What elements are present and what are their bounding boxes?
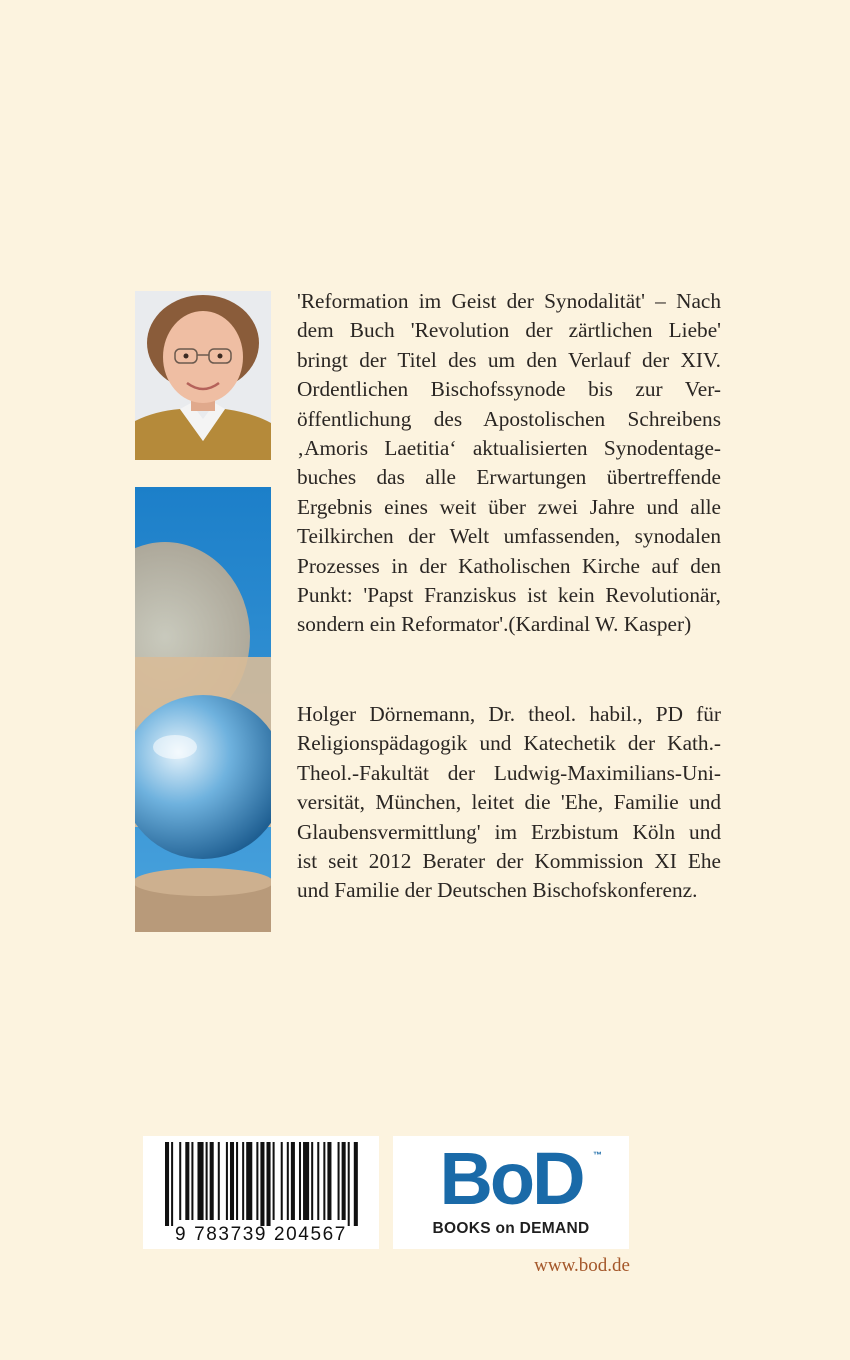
- blurb-line: buches das alle Erwartungen übertreffende: [297, 465, 721, 490]
- bio-line: ist seit 2012 Berater der Kommission XI Ehe: [297, 849, 721, 874]
- isbn-barcode: [143, 1136, 379, 1249]
- book-blurb: [297, 287, 721, 640]
- barcode-bar: [348, 1142, 350, 1226]
- barcode-bar: [206, 1142, 208, 1220]
- barcode-bar: [317, 1142, 319, 1220]
- barcode-bar: [291, 1142, 295, 1220]
- barcode-bar: [246, 1142, 252, 1220]
- barcode-bar: [226, 1142, 228, 1220]
- barcode-bar: [260, 1142, 264, 1226]
- bod-tagline: BOOKS on DEMAND: [432, 1220, 590, 1237]
- bod-logo-text: BoD: [439, 1137, 583, 1220]
- barcode-bar: [256, 1142, 258, 1220]
- barcode-bar: [311, 1142, 313, 1220]
- barcode-bar: [303, 1142, 309, 1220]
- barcode-bar: [338, 1142, 340, 1220]
- blurb-line: Ergebnis eines weit über zwei Jahre und alle: [297, 494, 721, 519]
- blurb-line: bringt der Titel des um den Verlauf der XIV.: [297, 347, 721, 372]
- blurb-line: Prozesses in der Katholischen Kirche auf den: [297, 553, 721, 578]
- barcode-bar: [218, 1142, 220, 1220]
- barcode-bar: [267, 1142, 271, 1226]
- author-bio: [297, 700, 721, 906]
- barcode-bar: [273, 1142, 275, 1220]
- bio-line: Religionspädagogik und Katechetik der Kath.-: [297, 731, 721, 756]
- bio-line: Glaubensvermittlung' im Erzbistum Köln und: [297, 819, 721, 844]
- bio-line: Holger Dörnemann, Dr. theol. habil., PD für: [297, 702, 721, 726]
- barcode-bar: [210, 1142, 214, 1220]
- barcode-bar: [179, 1142, 181, 1220]
- blurb-line: dem Buch 'Revolution der zärtlichen Liebe': [297, 318, 721, 343]
- publisher-logo: [393, 1136, 629, 1249]
- dome-photo-image: [135, 487, 271, 932]
- barcode-digits: 9 783739 204567: [175, 1224, 347, 1245]
- barcode-bar: [171, 1142, 173, 1226]
- barcode-bar: [299, 1142, 301, 1220]
- barcode-bar: [185, 1142, 189, 1220]
- barcode-bar: [354, 1142, 358, 1226]
- blurb-line: Punkt: 'Papst Franziskus ist kein Revolutionär,: [297, 583, 721, 608]
- portrait-image: [135, 291, 271, 460]
- bio-line: und Familie der Deutschen Bischofskonferenz.: [297, 878, 698, 903]
- trademark-mark: ™: [593, 1150, 602, 1160]
- publisher-url[interactable]: www.bod.de: [534, 1255, 630, 1276]
- blurb-line: ‚Amoris Laetitia‘ aktualisierten Synodentage-: [297, 436, 721, 461]
- barcode-bar: [197, 1142, 203, 1220]
- barcode-bar: [165, 1142, 169, 1226]
- barcode-bar: [191, 1142, 193, 1220]
- barcode-bar: [342, 1142, 346, 1220]
- barcode-bar: [323, 1142, 325, 1220]
- barcode-bar: [242, 1142, 244, 1220]
- bio-line: versität, München, leitet die 'Ehe, Familie und: [297, 790, 721, 815]
- blurb-line: Ordentlichen Bischofssynode bis zur Ver-: [297, 377, 721, 402]
- blurb-line: Teilkirchen der Welt umfassenden, synodalen: [297, 524, 721, 549]
- barcode-bar: [327, 1142, 331, 1220]
- dome-crystal-ball-photo: [135, 487, 271, 932]
- author-portrait: [135, 291, 271, 460]
- blurb-line: öffentlichung des Apostolischen Schreibens: [297, 406, 721, 431]
- blurb-line: 'Reformation im Geist der Synodalität' – Nach: [297, 289, 721, 313]
- blurb-line: sondern ein Reformator'.(Kardinal W. Kasper): [297, 612, 692, 637]
- barcode-bar: [236, 1142, 238, 1220]
- barcode-bar: [230, 1142, 234, 1220]
- barcode-bar: [287, 1142, 289, 1220]
- barcode-bar: [281, 1142, 283, 1220]
- bio-line: Theol.-Fakultät der Ludwig-Maximilians-Uni-: [297, 760, 721, 785]
